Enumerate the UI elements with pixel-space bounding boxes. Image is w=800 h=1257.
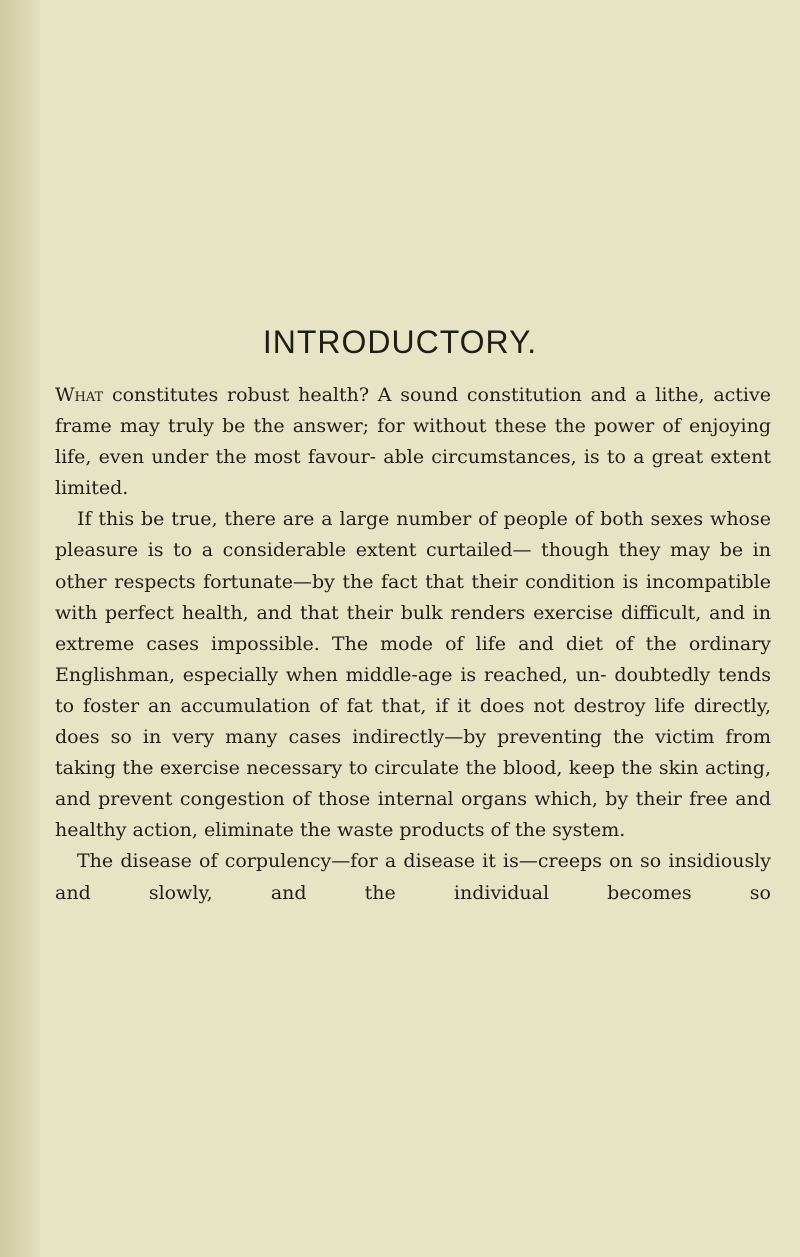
chapter-heading: INTRODUCTORY. <box>262 324 538 360</box>
paragraph-2-text: If this be true, there are a large number of people of both sexes whose pleasure is to a considerable extent curtailed— though they may be in other respects fortunate—by the fact that their condition is incompatible with perfect health, and that their bulk renders exercise difficult, and in extreme cases impossible. The mode of life and diet of the ordinary Englishman, especially when middle-age is reached, un- doubtedly tends to foster an accumulation of fat that, if it does not destroy life directly, does so in very many cases indirectly—by preventing the victim from taking the exercise necessary to circulate the blood, keep the skin acting, and prevent congestion of those internal organs which, by their free and healthy action, eliminate the waste products of the system. <box>55 508 771 842</box>
paragraph-1-text: constitutes robust health? A sound constitution and a lithe, active frame may truly be the answer; for without these the power of enjoying life, even under the most favour- able circumstances, is to a great extent limited. <box>55 384 771 500</box>
paragraph-3-text: The disease of corpulency—for a disease it is—creeps on so insidiously and slowly, and the individual becomes so <box>55 850 771 904</box>
paragraph-2 <box>55 504 771 846</box>
paragraph-1 <box>55 380 771 504</box>
paragraph-3 <box>55 846 771 908</box>
body-text <box>55 380 771 909</box>
page-gutter-shade <box>0 0 40 1257</box>
paragraph-1-lead: What <box>55 384 104 406</box>
